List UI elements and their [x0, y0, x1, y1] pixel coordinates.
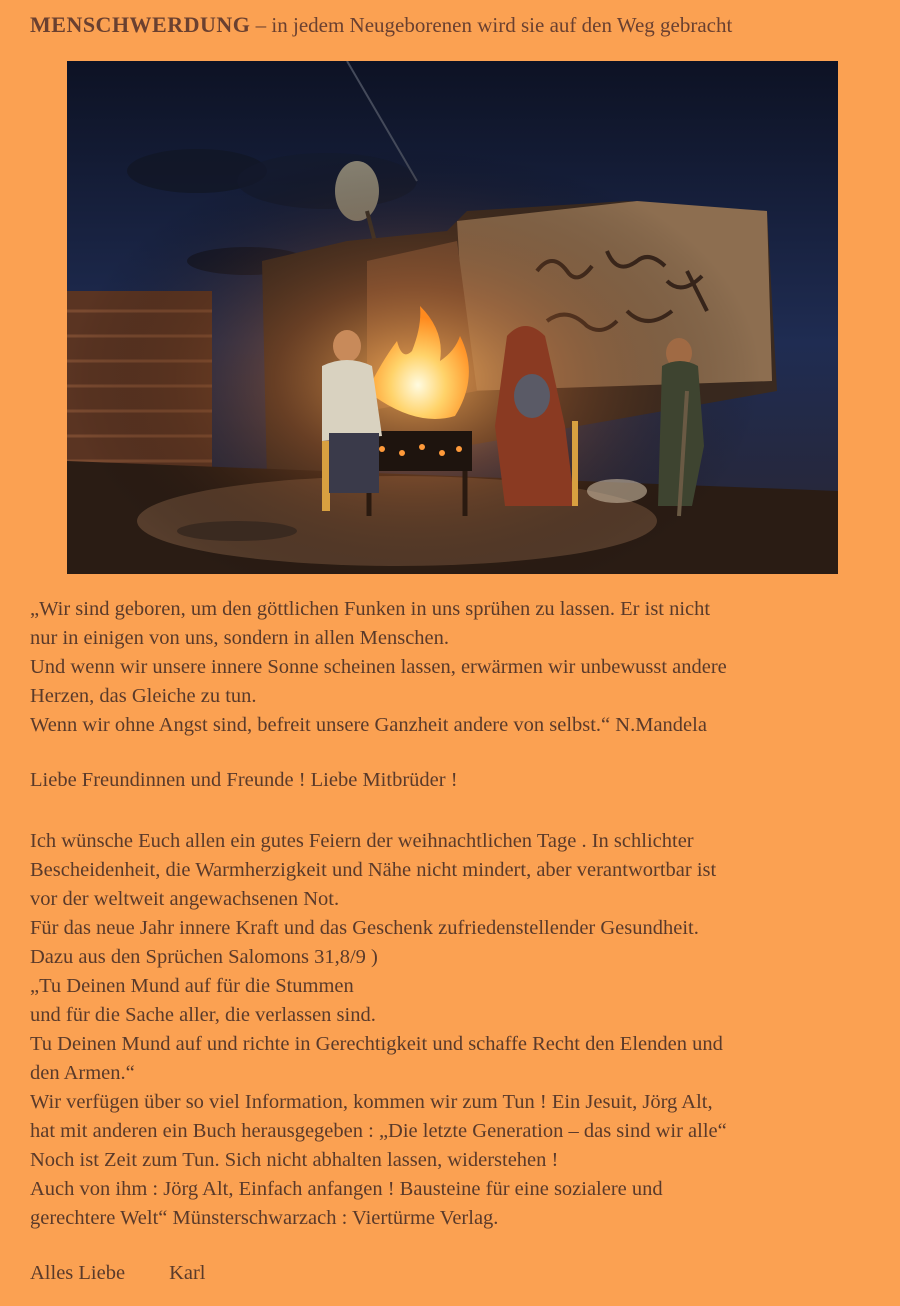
- body-line: „Tu Deinen Mund auf für die Stummen: [30, 975, 354, 997]
- body-line: Tu Deinen Mund auf und richte in Gerechtigkeit und schaffe Recht den Elenden und: [30, 1033, 723, 1055]
- quote-line: Und wenn wir unsere innere Sonne scheinen lassen, erwärmen wir unbewusst andere: [30, 656, 727, 678]
- greeting-line: Liebe Freundinnen und Freunde ! Liebe Mitbrüder !: [30, 769, 458, 791]
- body-line: Noch ist Zeit zum Tun. Sich nicht abhalten lassen, widerstehen !: [30, 1149, 559, 1171]
- photo-illustration: [67, 61, 838, 574]
- body-line: den Armen.“: [30, 1062, 135, 1084]
- mandela-quote: [30, 595, 885, 740]
- signature-name: Karl: [169, 1262, 206, 1284]
- body-line: Für das neue Jahr innere Kraft und das Geschenk zufriedenstellender Gesundheit.: [30, 917, 699, 939]
- closing-text: Alles Liebe: [30, 1262, 126, 1284]
- page-title: MENSCHWERDUNG: [30, 12, 251, 37]
- body-line: Auch von ihm : Jörg Alt, Einfach anfangen ! Bausteine für eine sozialere und: [30, 1178, 663, 1200]
- body-line: gerechtere Welt“ Münsterschwarzach : Viertürme Verlag.: [30, 1207, 499, 1229]
- body-line: Wir verfügen über so viel Information, kommen wir zum Tun ! Ein Jesuit, Jörg Alt,: [30, 1091, 713, 1113]
- body-line: und für die Sache aller, die verlassen sind.: [30, 1004, 376, 1026]
- page-header: [30, 12, 890, 38]
- body-line: Dazu aus den Sprüchen Salomons 31,8/9 ): [30, 946, 378, 968]
- greeting: [30, 766, 885, 795]
- quote-line: Wenn wir ohne Angst sind, befreit unsere Ganzheit andere von selbst.“ N.Mandela: [30, 714, 707, 736]
- body-line: Bescheidenheit, die Warmherzigkeit und Nähe nicht mindert, aber verantwortbar ist: [30, 859, 717, 881]
- quote-line: Herzen, das Gleiche zu tun.: [30, 685, 257, 707]
- body-line: vor der weltweit angewachsenen Not.: [30, 888, 340, 910]
- page-subtitle: – in jedem Neugeborenen wird sie auf den Weg gebracht: [250, 13, 733, 37]
- quote-line: „Wir sind geboren, um den göttlichen Funken in uns sprühen zu lassen. Er ist nicht: [30, 598, 711, 620]
- quote-line: nur in einigen von uns, sondern in allen Menschen.: [30, 627, 450, 649]
- signoff: [30, 1259, 885, 1288]
- night-fire-photo: [67, 61, 838, 574]
- body-line: Ich wünsche Euch allen ein gutes Feiern der weihnachtlichen Tage . In schlichter: [30, 830, 694, 852]
- letter-body: [30, 827, 885, 1233]
- body-line: hat mit anderen ein Buch herausgegeben : „Die letzte Generation – das sind wir alle“: [30, 1120, 727, 1142]
